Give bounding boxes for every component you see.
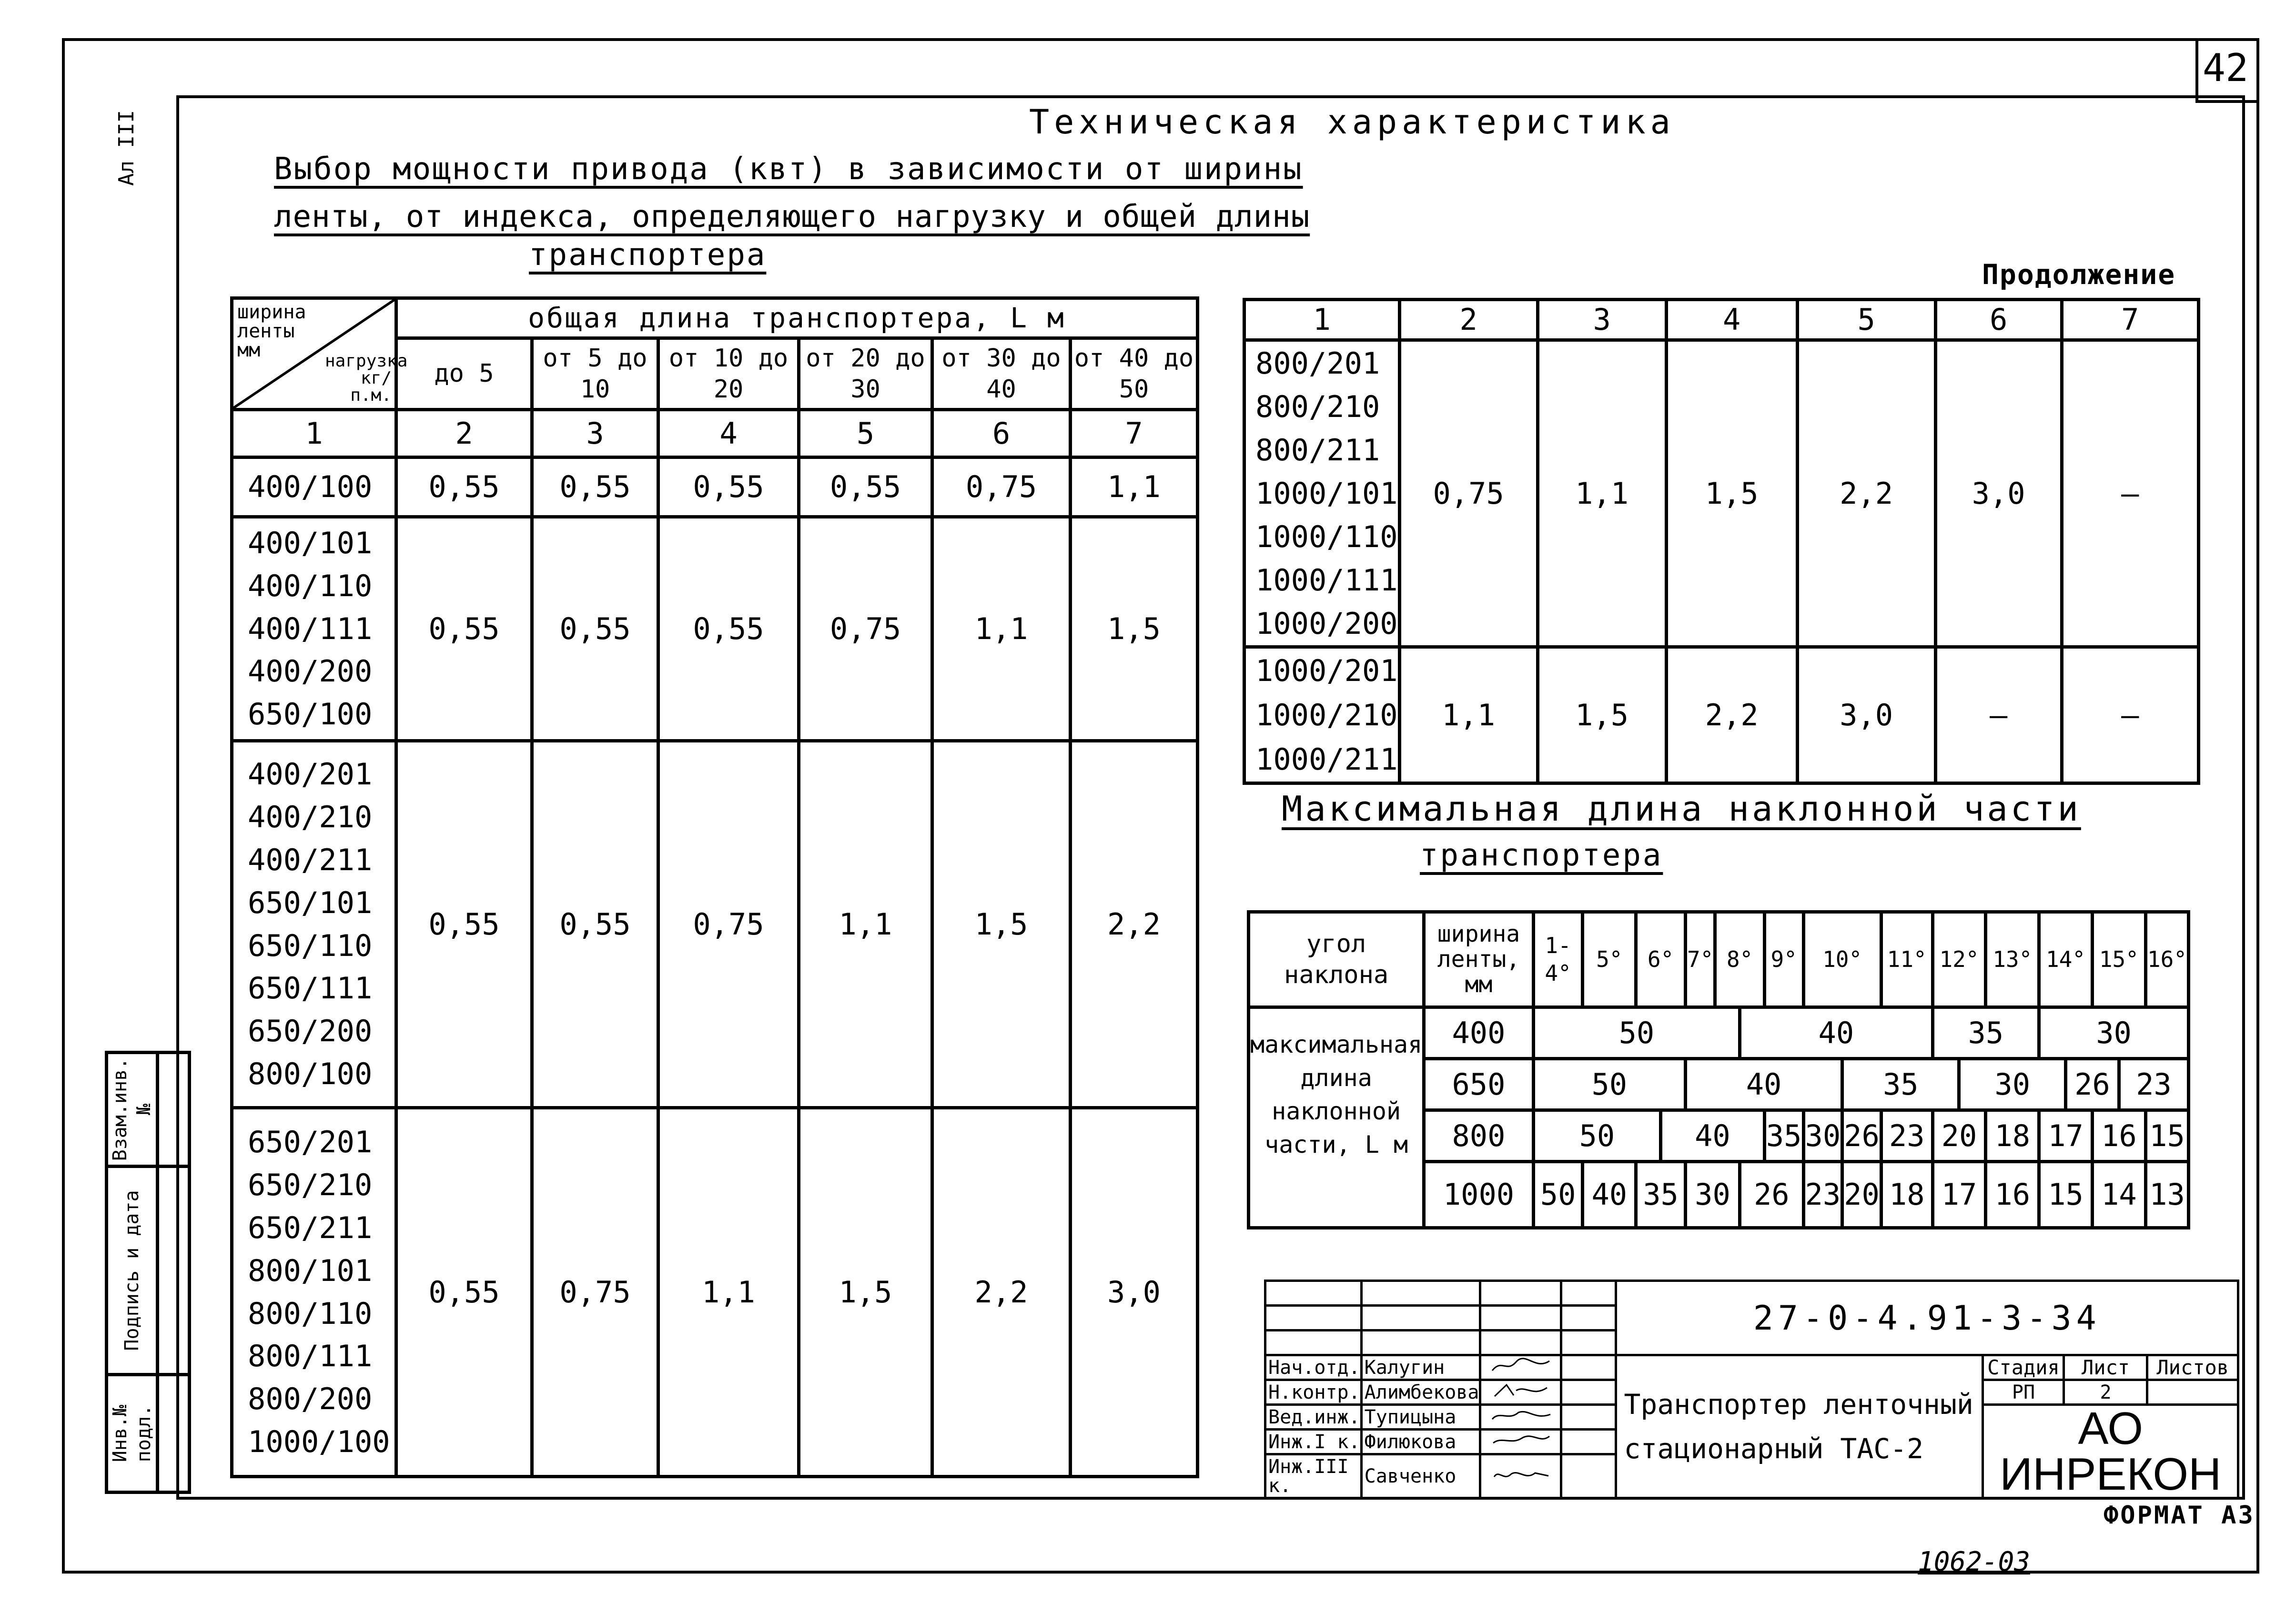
col-number: 2 xyxy=(396,410,532,457)
side-label: Ал III xyxy=(114,110,139,186)
signature xyxy=(1480,1405,1561,1430)
value-cell: 14 xyxy=(2092,1162,2145,1228)
value-cell: 0,55 xyxy=(532,741,658,1108)
value-cell: 50 xyxy=(1533,1007,1740,1059)
value-cell: 0,55 xyxy=(658,517,799,741)
value-cell: 0,55 xyxy=(396,517,532,741)
value-cell: 1,1 xyxy=(932,517,1071,741)
max-length-label: максимальная длина наклонной части, L м xyxy=(1249,1007,1424,1228)
value-cell: — xyxy=(1935,647,2062,783)
side-stamp-sign: Подпись и дата xyxy=(107,1167,158,1375)
subtitle-line-3: транспортера xyxy=(529,237,767,273)
value-cell: 0,75 xyxy=(532,1108,658,1477)
value-cell: 23 xyxy=(2119,1059,2188,1110)
value-cell: 18 xyxy=(1986,1110,2039,1162)
width-cell: 650 xyxy=(1424,1059,1533,1110)
angle-header: 13° xyxy=(1986,912,2039,1007)
sheet-number: 42 xyxy=(2202,46,2249,90)
value-cell: 40 xyxy=(1685,1059,1842,1110)
table-row xyxy=(232,457,1198,517)
value-cell: 0,55 xyxy=(799,457,932,517)
subtitle-line-2: ленты, от индекса, определяющего нагрузку и общей длины xyxy=(274,199,1310,234)
person-name: Алимбекова xyxy=(1361,1380,1480,1405)
width-cell: 800 xyxy=(1424,1110,1533,1162)
value-cell: 35 xyxy=(1764,1110,1803,1162)
person-name: Калугин xyxy=(1361,1355,1480,1380)
angle-header: 14° xyxy=(2039,912,2093,1007)
angle-header: 1-4° xyxy=(1533,912,1583,1007)
value-cell: 3,0 xyxy=(1935,340,2062,647)
value-cell: — xyxy=(2062,647,2198,783)
value-cell: 1,5 xyxy=(1071,517,1198,741)
col-number: 6 xyxy=(1935,300,2062,340)
col-number: 2 xyxy=(1399,300,1537,340)
value-cell: 23 xyxy=(1803,1162,1842,1228)
value-cell: 1,5 xyxy=(932,741,1071,1108)
value-cell: 2,2 xyxy=(1666,647,1797,783)
table-row xyxy=(232,741,1198,1108)
role-label: Инж.I к. xyxy=(1265,1430,1362,1454)
value-cell: 17 xyxy=(2039,1110,2093,1162)
role-label: Вед.инж. xyxy=(1265,1405,1362,1430)
sheets-header: Листов xyxy=(2147,1355,2238,1380)
row-labels: 400/100 xyxy=(232,457,396,517)
value-cell: — xyxy=(2062,340,2198,647)
value-cell: 40 xyxy=(1661,1110,1765,1162)
value-cell: 1,1 xyxy=(1071,457,1198,517)
incline-title-1: Максимальная длина наклонной части xyxy=(1282,789,2081,829)
width-label: ширина ленты, мм xyxy=(1424,912,1533,1007)
col-header: от 40 до 50 xyxy=(1071,338,1198,410)
value-cell: 30 xyxy=(2039,1007,2189,1059)
value-cell: 15 xyxy=(2039,1162,2093,1228)
table-row xyxy=(1244,647,2199,783)
row-labels: 1000/201 1000/210 1000/211 xyxy=(1244,647,1400,783)
value-cell: 0,55 xyxy=(658,457,799,517)
role-label: Инж.III к. xyxy=(1265,1454,1362,1499)
col-number: 3 xyxy=(1537,300,1666,340)
value-cell: 20 xyxy=(1842,1162,1881,1228)
value-cell: 26 xyxy=(1740,1162,1803,1228)
value-cell: 26 xyxy=(1842,1110,1881,1162)
value-cell: 3,0 xyxy=(1797,647,1935,783)
value-cell: 35 xyxy=(1842,1059,1959,1110)
col-number: 5 xyxy=(1797,300,1935,340)
angle-header: 12° xyxy=(1932,912,1986,1007)
value-cell: 50 xyxy=(1533,1059,1685,1110)
value-cell: 20 xyxy=(1932,1110,1986,1162)
value-cell: 0,55 xyxy=(396,741,532,1108)
col-header: от 20 до 30 xyxy=(799,338,932,410)
angle-header: 8° xyxy=(1715,912,1765,1007)
continuation-caption: Продолжение xyxy=(1982,258,2176,291)
col-number: 6 xyxy=(932,410,1071,457)
incline-table xyxy=(1247,910,2190,1229)
angle-header: 9° xyxy=(1764,912,1803,1007)
value-cell: 0,75 xyxy=(799,517,932,741)
value-cell: 35 xyxy=(1636,1162,1686,1228)
format-label: ФОРМАТ А3 xyxy=(2104,1501,2255,1530)
angle-header: 6° xyxy=(1636,912,1686,1007)
value-cell: 0,75 xyxy=(658,741,799,1108)
power-table xyxy=(230,296,1199,1478)
angle-header: 11° xyxy=(1881,912,1932,1007)
stage-value: РП xyxy=(1983,1380,2064,1405)
value-cell: 1,1 xyxy=(658,1108,799,1477)
value-cell: 35 xyxy=(1932,1007,2039,1059)
width-cell: 400 xyxy=(1424,1007,1533,1059)
value-cell: 40 xyxy=(1740,1007,1933,1059)
col-number: 1 xyxy=(232,410,396,457)
value-cell: 16 xyxy=(2092,1110,2145,1162)
subtitle-line-1: Выбор мощности привода (квт) в зависимости от ширины xyxy=(274,152,1303,187)
value-cell: 23 xyxy=(1881,1110,1932,1162)
corner-cell xyxy=(232,298,408,410)
power-table-continued xyxy=(1243,298,2200,785)
person-name: Савченко xyxy=(1361,1454,1480,1499)
value-cell: 0,55 xyxy=(396,1108,532,1477)
table-row xyxy=(1244,340,2199,647)
stage-header: Стадия xyxy=(1983,1355,2064,1380)
inventory-mark: 1062-03 xyxy=(1918,1546,2031,1577)
role-label: Нач.отд. xyxy=(1265,1355,1362,1380)
value-cell: 1,1 xyxy=(1537,340,1666,647)
value-cell: 30 xyxy=(1959,1059,2066,1110)
value-cell: 16 xyxy=(1986,1162,2039,1228)
title-block xyxy=(1264,1280,2239,1500)
angle-label: угол наклона xyxy=(1249,912,1424,1007)
role-label: Н.контр. xyxy=(1265,1380,1362,1405)
value-cell: 15 xyxy=(2145,1110,2188,1162)
value-cell: 2,2 xyxy=(1071,741,1198,1108)
sheet-value: 2 xyxy=(2064,1380,2147,1405)
value-cell: 13 xyxy=(2145,1162,2188,1228)
col-number: 7 xyxy=(1071,410,1198,457)
row-labels: 650/201 650/210 650/211 800/101 800/110 800/111 800/200 1000/100 xyxy=(232,1108,396,1477)
value-cell: 1,5 xyxy=(1537,647,1666,783)
value-cell: 50 xyxy=(1533,1162,1583,1228)
incline-title-2: транспортера xyxy=(1420,838,1663,873)
side-stamp-replace: Взам.инв.№ xyxy=(107,1053,158,1167)
page-title: Техническая характеристика xyxy=(1029,102,1675,142)
value-cell: 1,5 xyxy=(1666,340,1797,647)
document-code: 27-0-4.91-3-34 xyxy=(1616,1281,2238,1355)
col-header: от 5 до 10 xyxy=(532,338,658,410)
col-number: 7 xyxy=(2062,300,2198,340)
value-cell: 2,2 xyxy=(1797,340,1935,647)
angle-header: 15° xyxy=(2092,912,2145,1007)
signature xyxy=(1480,1454,1561,1499)
sheet-header: Лист xyxy=(2064,1355,2147,1380)
col-number: 4 xyxy=(1666,300,1797,340)
value-cell: 17 xyxy=(1932,1162,1986,1228)
value-cell: 30 xyxy=(1685,1162,1740,1228)
width-cell: 1000 xyxy=(1424,1162,1533,1228)
signature xyxy=(1480,1355,1561,1380)
col-number: 4 xyxy=(658,410,799,457)
table-row xyxy=(1249,1007,2189,1059)
signature xyxy=(1480,1430,1561,1454)
col-header: от 10 до 20 xyxy=(658,338,799,410)
value-cell: 50 xyxy=(1533,1110,1660,1162)
table-row xyxy=(232,517,1198,741)
value-cell: 1,1 xyxy=(799,741,932,1108)
angle-header: 16° xyxy=(2145,912,2188,1007)
organization-logo: АО ИНРЕКОН xyxy=(1983,1405,2238,1499)
person-name: Филюкова xyxy=(1361,1430,1480,1454)
value-cell: 0,75 xyxy=(932,457,1071,517)
col-header: до 5 xyxy=(396,338,532,410)
col-number: 3 xyxy=(532,410,658,457)
value-cell: 26 xyxy=(2065,1059,2119,1110)
value-cell: 1,5 xyxy=(799,1108,932,1477)
col-number: 5 xyxy=(799,410,932,457)
col-header: от 30 до 40 xyxy=(932,338,1071,410)
value-cell: 2,2 xyxy=(932,1108,1071,1477)
value-cell: 3,0 xyxy=(1071,1108,1198,1477)
group-header: общая длина транспортера, L м xyxy=(396,298,1198,338)
value-cell: 0,55 xyxy=(532,457,658,517)
side-stamp xyxy=(105,1051,176,1494)
side-stamp-inv: Инв.№ подл. xyxy=(107,1375,158,1493)
corner-bottom-label: нагрузка кг/п.м. xyxy=(325,351,408,405)
signature xyxy=(1480,1380,1561,1405)
value-cell: 0,55 xyxy=(532,517,658,741)
col-number: 1 xyxy=(1244,300,1400,340)
row-labels: 800/201 800/210 800/211 1000/101 1000/110 1000/111 1000/200 xyxy=(1244,340,1400,647)
table-row xyxy=(232,1108,1198,1477)
row-labels: 400/101 400/110 400/111 400/200 650/100 xyxy=(232,517,396,741)
person-name: Тупицына xyxy=(1361,1405,1480,1430)
angle-header: 5° xyxy=(1583,912,1636,1007)
value-cell: 1,1 xyxy=(1399,647,1537,783)
value-cell: 18 xyxy=(1881,1162,1932,1228)
angle-header: 7° xyxy=(1685,912,1715,1007)
product-name: Транспортер ленточный стационарный ТАС-2 xyxy=(1616,1355,1983,1499)
value-cell: 30 xyxy=(1803,1110,1842,1162)
row-labels: 400/201 400/210 400/211 650/101 650/110 650/111 650/200 800/100 xyxy=(232,741,396,1108)
corner-top-label: ширина ленты мм xyxy=(237,301,306,361)
angle-header: 10° xyxy=(1803,912,1881,1007)
value-cell: 0,75 xyxy=(1399,340,1537,647)
value-cell: 40 xyxy=(1583,1162,1636,1228)
value-cell: 0,55 xyxy=(396,457,532,517)
